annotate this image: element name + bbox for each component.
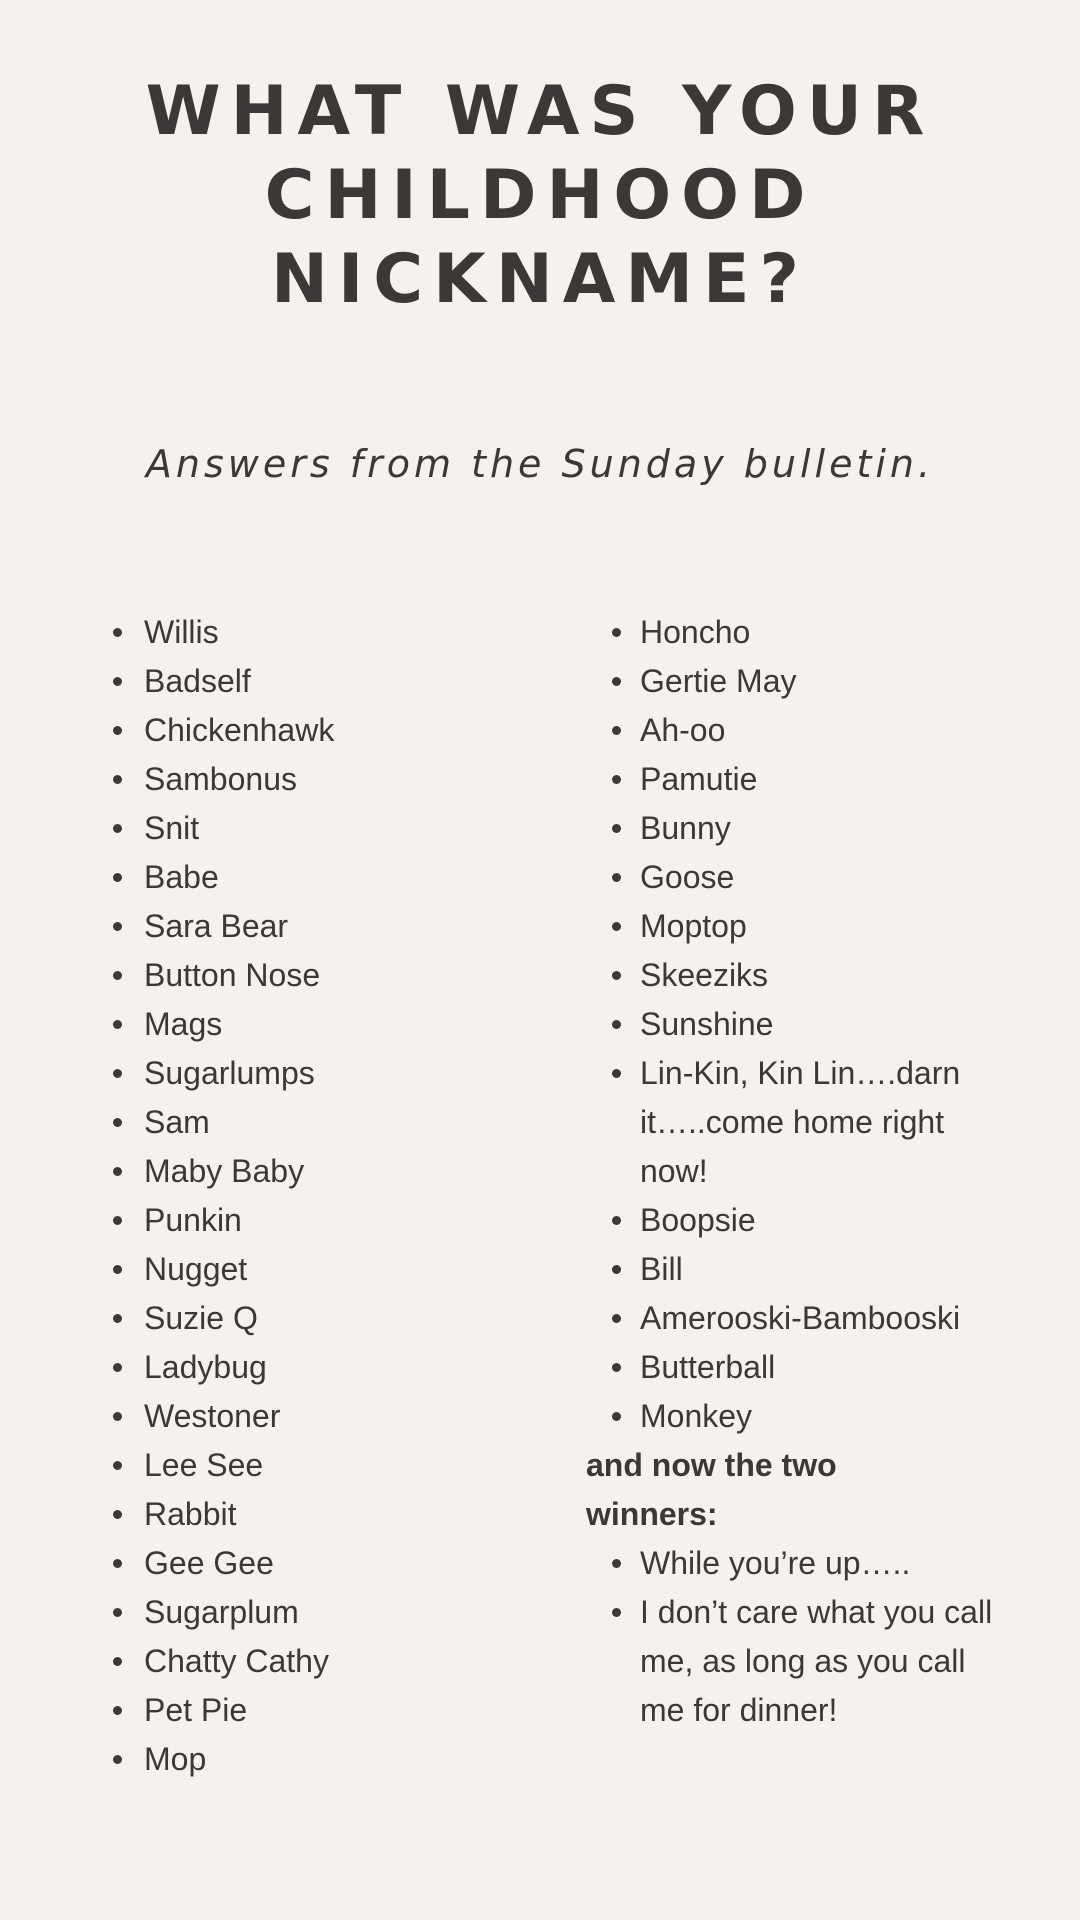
list-item: Pet Pie <box>98 1686 538 1735</box>
list-item: Chickenhawk <box>98 706 538 755</box>
list-item: Button Nose <box>98 951 538 1000</box>
list-item: Gee Gee <box>98 1539 538 1588</box>
list-item: Westoner <box>98 1392 538 1441</box>
list-item: Sunshine <box>586 1000 1006 1049</box>
list-item: Maby Baby <box>98 1147 538 1196</box>
list-item: Sambonus <box>98 755 538 804</box>
list-item: Bunny <box>586 804 1006 853</box>
list-item: Skeeziks <box>586 951 1006 1000</box>
list-item: Sugarlumps <box>98 1049 538 1098</box>
list-item: Honcho <box>586 608 1006 657</box>
list-item: Nugget <box>98 1245 538 1294</box>
list-item: Rabbit <box>98 1490 538 1539</box>
list-item: I don’t care what you call me, as long as you call me for dinner! <box>586 1588 1006 1735</box>
list-item: Ladybug <box>98 1343 538 1392</box>
right-column <box>586 608 1006 1735</box>
winners-heading: and now the two winners: <box>586 1447 837 1532</box>
list-item: Bill <box>586 1245 1006 1294</box>
list-item: Babe <box>98 853 538 902</box>
list-item: Boopsie <box>586 1196 1006 1245</box>
list-item: Amerooski-Bambooski <box>586 1294 1006 1343</box>
list-item: Sara Bear <box>98 902 538 951</box>
list-item: Monkey <box>586 1392 1006 1441</box>
nickname-list-right <box>586 608 1006 1441</box>
subtitle: Answers from the Sunday bulletin. <box>145 442 935 486</box>
list-item: Mop <box>98 1735 538 1784</box>
list-item: Punkin <box>98 1196 538 1245</box>
list-item: Goose <box>586 853 1006 902</box>
list-item: Sam <box>98 1098 538 1147</box>
list-item: Ah-oo <box>586 706 1006 755</box>
list-item: Lin-Kin, Kin Lin….darn it…..come home right now! <box>586 1049 1006 1196</box>
list-item: Butterball <box>586 1343 1006 1392</box>
list-item: Pamutie <box>586 755 1006 804</box>
list-item: Badself <box>98 657 538 706</box>
list-item: Moptop <box>586 902 1006 951</box>
winners-list <box>586 1539 1006 1735</box>
list-item: Suzie Q <box>98 1294 538 1343</box>
list-item: While you’re up….. <box>586 1539 1006 1588</box>
left-column <box>98 608 538 1784</box>
list-item: Chatty Cathy <box>98 1637 538 1686</box>
page-title: WHAT WAS YOUR CHILDHOOD NICKNAME? <box>145 72 935 319</box>
list-item: Gertie May <box>586 657 1006 706</box>
list-item: Lee See <box>98 1441 538 1490</box>
list-item: Snit <box>98 804 538 853</box>
list-item: Willis <box>98 608 538 657</box>
list-item: Sugarplum <box>98 1588 538 1637</box>
nickname-list-left <box>98 608 538 1784</box>
list-item: Mags <box>98 1000 538 1049</box>
